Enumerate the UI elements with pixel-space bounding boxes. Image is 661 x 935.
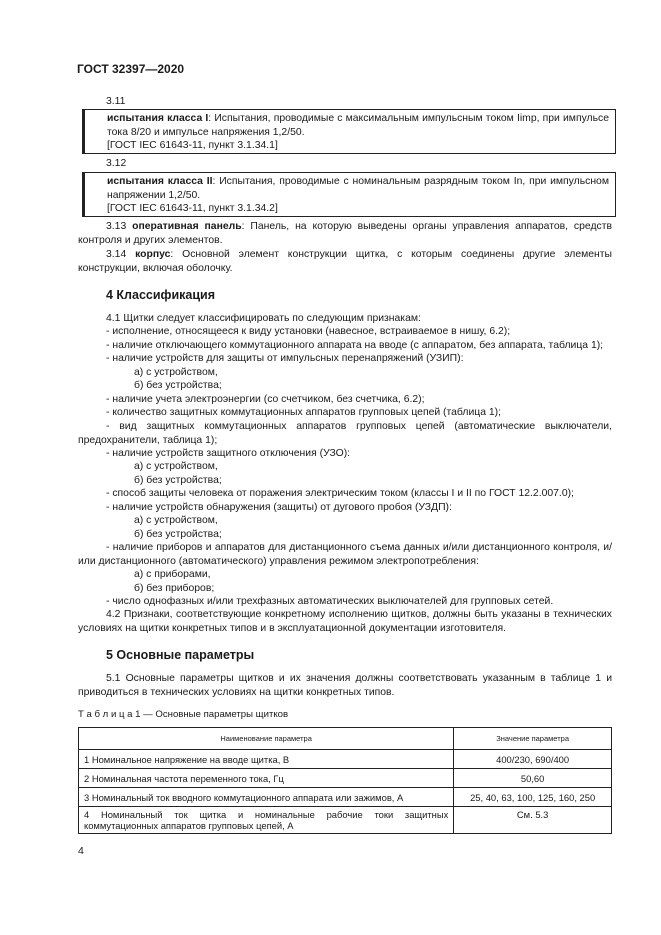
term-314-paragraph [78,248,612,275]
paragraph: 4.1 Щитки следует классифицировать по следующим признакам: [106,313,421,324]
term-definition-box [82,109,616,154]
list-item: - способ защиты человека от поражения электрическим током (классы I и II по ГОСТ 12.2.007.0); [106,488,574,499]
sub-list-item: а) с устройством, [134,367,218,378]
term-reference: [ГОСТ IEC 61643-11, пункт 3.1.34.2] [107,203,278,215]
sub-list-item: а) с устройством, [134,515,218,526]
term-number: 3.11 [106,96,126,107]
list-item: - наличие учета электроэнергии (со счетчиком, без счетчика, 6.2); [106,394,425,405]
term-definition: : Панель, на которую выведены органы управления аппаратов, средств контроля и других элементов. [78,221,612,246]
table-row [79,750,612,769]
sub-list-item: б) без устройства; [134,380,222,391]
term-definition: : Испытания, проводимые с максимальным импульсным током Iimp, при импульсе тока 8/20 и импульсе напряжения 1,2/50. [107,113,609,138]
term-definition: : Основной элемент конструкции щитка, с которым соединены другие элементы конструкции, включая оболочку. [78,249,612,274]
term-name: испытания класса I [107,113,209,124]
term-number: 3.13 [106,221,127,232]
section-heading: 5 Основные параметры [106,648,255,662]
table-cell-parameter: 1 Номинальное напряжение на вводе щитка, В [79,750,454,769]
section-heading: 4 Классификация [106,288,216,302]
table-caption: Т а б л и ц а 1 — Основные параметры щитков [78,709,289,720]
table-cell-parameter: 4 Номинальный ток щитка и номинальные рабочие токи защитных коммутационных аппаратов групповых цепей, А [79,807,454,834]
sub-list-item: б) без устройства; [134,529,222,540]
table-header-cell: Наименование параметра [79,728,454,750]
table-row [79,807,612,834]
term-number: 3.14 [106,249,127,260]
sub-list-item: а) с приборами, [134,569,211,580]
list-item: - количество защитных коммутационных аппаратов групповых цепей (таблица 1); [106,407,502,418]
table-cell-value: 400/230, 690/400 [454,750,612,769]
term-definition-box [82,172,616,217]
list-item: - вид защитных коммутационных аппаратов групповых цепей (автоматические выключатели, предохранители, таблица 1); [78,421,612,446]
sub-list-item: б) без приборов; [134,583,215,594]
table-cell-parameter: 2 Номинальная частота переменного тока, Гц [79,769,454,788]
standard-header: ГОСТ 32397—2020 [77,62,185,76]
table-cell-value: 50,60 [454,769,612,788]
sub-list-item: а) с устройством, [134,461,218,472]
list-item: - наличие устройств защитного отключения (УЗО): [106,448,351,459]
list-item: - наличие отключающего коммутационного аппарата на вводе (с аппаратом, без аппарата, таблица 1); [106,340,604,351]
table-cell-value: См. 5.3 [454,807,612,834]
list-item: - наличие приборов и аппаратов для дистанционного съема данных и/или дистанционного контроля, и/или дистанционного (автоматического) управления режимом электропотребления: [78,542,612,567]
term-number: 3.12 [106,158,127,169]
list-item: - наличие устройств для защиты от импульсных перенапряжений (УЗИП): [106,353,464,364]
paragraph: 5.1 Основные параметры щитков и их значения должны соответствовать указанным в таблице 1 и приводиться в технических условиях на щитки конкретных типов. [78,673,612,698]
list-item: - число однофазных и/или трехфазных автоматических выключателей для групповых сетей. [106,596,554,607]
term-name: оперативная панель [132,221,242,232]
page-number: 4 [78,845,84,857]
table-row [79,788,612,807]
table-row [79,769,612,788]
table-cell-parameter: 3 Номинальный ток вводного коммутационного аппарата или зажимов, А [79,788,454,807]
term-313-paragraph [78,220,612,247]
parameters-table [78,727,612,834]
list-item: - исполнение, относящееся к виду установки (навесное, встраиваемое в нишу, 6.2); [106,326,511,337]
list-item: - наличие устройств обнаружения (защиты) от дугового пробоя (УЗДП): [106,502,452,513]
term-definition: : Испытания, проводимые с номинальным разрядным током In, при импульсном напряжении 1,2/50. [107,176,609,201]
paragraph: 4.2 Признаки, соответствующие конкретному исполнению щитков, должны быть указаны в технических условиях на щитки конкретных типов и в эксплуатационной документации изготовителя. [78,609,612,634]
term-name: корпус [135,249,171,260]
term-reference: [ГОСТ IEC 61643-11, пункт 3.1.34.1] [107,140,278,152]
table-cell-value: 25, 40, 63, 100, 125, 160, 250 [454,788,612,807]
term-name: испытания класса II [107,176,213,187]
table-header-cell: Значение параметра [454,728,612,750]
table-header-row [79,728,612,750]
sub-list-item: б) без устройства; [134,475,222,486]
